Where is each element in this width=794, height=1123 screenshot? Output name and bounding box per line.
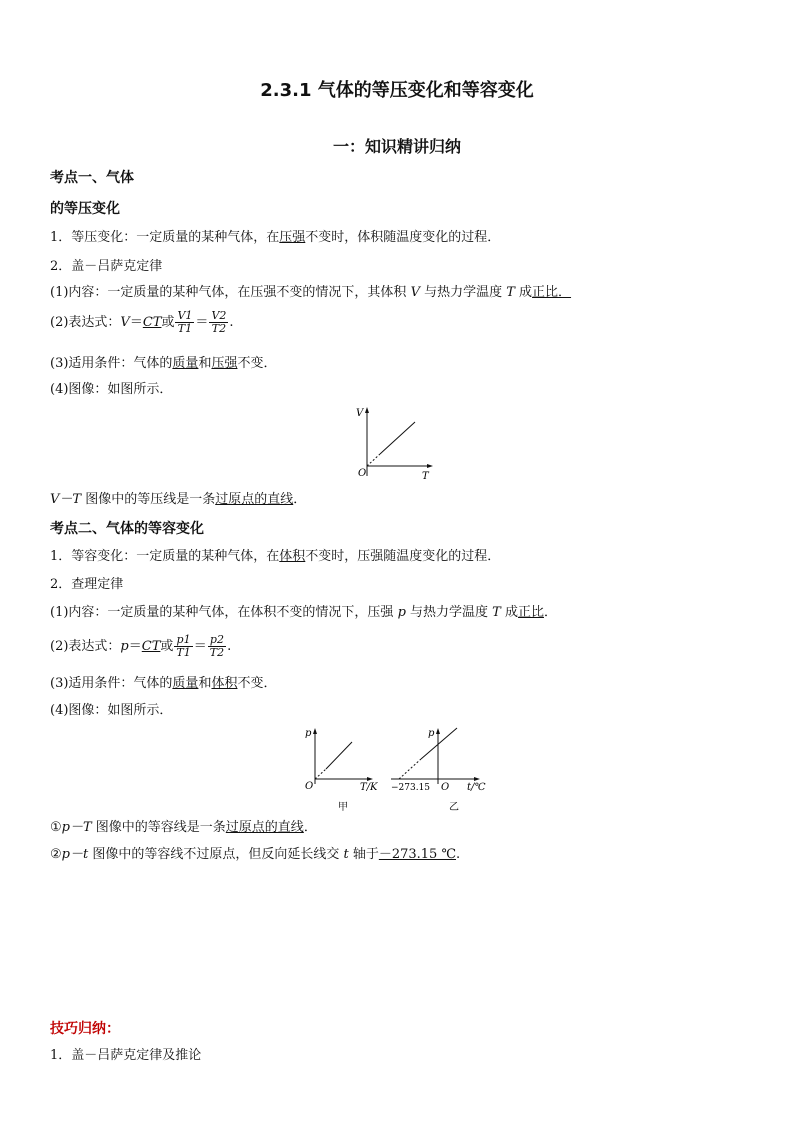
- underlined-answer: 正比: [517, 605, 544, 620]
- origin-label: O: [358, 468, 367, 479]
- symbol-pt-celsius: p－t: [61, 847, 89, 862]
- y-axis-label: V: [356, 408, 364, 419]
- y-axis-arrow: [313, 728, 317, 734]
- underlined-answer: CT: [141, 639, 161, 654]
- dashed-extension: [315, 769, 326, 779]
- kaodian1-heading-line2: 的等压变化: [50, 201, 120, 217]
- text: (2)表达式：: [50, 315, 121, 330]
- text: (1)内容：一定质量的某种气体，在体积不变的情况下，压强: [50, 605, 398, 620]
- equals-sign: ＝: [128, 639, 142, 654]
- isobar-line: [380, 422, 415, 454]
- pt-graph: [300, 724, 385, 816]
- kaodian1-paragraph-1: [50, 229, 500, 247]
- underlined-answer: 过原点的直线: [215, 492, 294, 507]
- text: (1)内容：一定质量的某种气体，在压强不变的情况下，其体积: [50, 285, 411, 300]
- fraction-v1-t1: [175, 310, 194, 335]
- text: 1．等压变化：一定质量的某种气体，在: [50, 230, 280, 245]
- numerator: p1: [174, 634, 192, 647]
- tips-paragraph-1: 1．盖－吕萨克定律及推论: [50, 1048, 202, 1063]
- kaodian2-paragraph-6: (4)图像：如图所示．: [50, 703, 173, 718]
- denominator: T1: [176, 646, 191, 659]
- symbol-pt: p－T: [61, 820, 92, 835]
- text: 和: [198, 356, 212, 371]
- caption-yi: 乙: [449, 802, 459, 813]
- kaodian1-paragraph-3: [50, 284, 571, 302]
- symbol-t: T: [506, 285, 515, 300]
- kaodian1-paragraph-6: (4)图像：如图所示．: [50, 382, 173, 397]
- underlined-answer: 质量: [172, 676, 199, 691]
- text: 不变．: [237, 676, 277, 691]
- kaodian1-formula: [50, 310, 234, 335]
- text: 轴于: [348, 847, 379, 862]
- equals-sign: ＝: [129, 315, 143, 330]
- symbol-p: p: [120, 639, 129, 654]
- kaodian2-paragraph-1: [50, 548, 500, 566]
- underlined-answer: 体积: [279, 549, 306, 564]
- text: ．: [543, 605, 557, 620]
- x-axis-label: t/℃: [467, 782, 486, 793]
- kaodian1-heading-line1: 考点一、气体: [50, 170, 134, 186]
- kaodian2-heading: 考点二、气体的等容变化: [50, 521, 204, 537]
- y-axis-label: p: [428, 728, 435, 739]
- origin-label: O: [305, 781, 314, 792]
- underlined-answer: 质量: [172, 356, 199, 371]
- text: 与热力学温度: [405, 605, 493, 620]
- neg-intercept-label: −273.15: [391, 783, 431, 793]
- text: .: [456, 847, 461, 862]
- symbol-t: t: [343, 847, 349, 862]
- underlined-answer: 正比．: [532, 285, 572, 300]
- tips-heading: 技巧归纳：: [50, 1021, 120, 1037]
- y-axis-label: p: [305, 728, 312, 739]
- text: ②: [50, 847, 62, 862]
- y-axis-arrow: [436, 728, 440, 734]
- underlined-answer: 压强: [279, 230, 306, 245]
- symbol-p: p: [397, 605, 406, 620]
- x-axis-label: T: [422, 471, 429, 482]
- text: 不变．: [237, 356, 277, 371]
- text: 成: [514, 285, 533, 300]
- text: (3)适用条件：气体的: [50, 356, 173, 371]
- text: ．: [293, 492, 307, 507]
- text: 图像中的等容线是一条: [91, 820, 226, 835]
- text: ①: [50, 820, 62, 835]
- text: 与热力学温度: [419, 285, 507, 300]
- kaodian2-paragraph-8: [50, 846, 460, 864]
- pt-celsius-graph: [385, 724, 490, 816]
- x-axis-arrow: [367, 777, 373, 781]
- fraction-p1-t1: [174, 634, 192, 659]
- caption-jia: 甲: [338, 802, 348, 813]
- vt-graph: [350, 404, 440, 484]
- text: (3)适用条件：气体的: [50, 676, 173, 691]
- fraction-v2-t2: [209, 310, 228, 335]
- denominator: T1: [177, 322, 193, 335]
- x-axis-arrow: [474, 777, 480, 781]
- origin-label: O: [441, 782, 450, 793]
- underlined-answer: 过原点的直线: [225, 820, 304, 835]
- dashed-extension: [399, 759, 421, 779]
- text: 或: [161, 315, 175, 330]
- symbol-vt: V－T: [50, 492, 82, 507]
- dashed-extension: [367, 454, 380, 466]
- kaodian2-paragraph-2: 2．查理定律: [50, 577, 124, 592]
- text: .: [227, 639, 232, 654]
- symbol-v: V: [410, 285, 420, 300]
- underlined-answer: CT: [142, 315, 162, 330]
- isochore-line: [326, 742, 352, 769]
- text: (2)表达式：: [50, 639, 121, 654]
- kaodian2-paragraph-5: [50, 675, 276, 693]
- symbol-t: T: [492, 605, 501, 620]
- equals-sign: ＝: [193, 639, 207, 654]
- symbol-v: V: [120, 315, 130, 330]
- numerator: V2: [211, 309, 227, 322]
- kaodian2-formula: [50, 634, 231, 659]
- text: .: [229, 315, 234, 330]
- text: 成: [500, 605, 518, 620]
- text: 或: [160, 639, 174, 654]
- kaodian1-paragraph-7: [50, 491, 306, 509]
- denominator: T2: [209, 646, 225, 659]
- text: 不变时，压强随温度变化的过程．: [305, 549, 501, 564]
- fraction-p2-t2: [208, 634, 226, 659]
- equals-sign: ＝: [195, 315, 209, 330]
- text: 图像中的等压线是一条: [81, 492, 216, 507]
- denominator: T2: [211, 322, 227, 335]
- page-title: 2.3.1 气体的等压变化和等容变化: [260, 80, 534, 101]
- numerator: p2: [208, 634, 226, 647]
- text: 1．等容变化：一定质量的某种气体，在: [50, 549, 280, 564]
- y-axis-arrow: [365, 407, 369, 413]
- underlined-answer: －273.15 ℃: [378, 847, 457, 862]
- numerator: V1: [177, 309, 193, 322]
- x-axis-label: T/K: [360, 782, 378, 793]
- text: ．: [303, 820, 317, 835]
- kaodian2-paragraph-3: [50, 604, 557, 622]
- x-axis-arrow: [427, 464, 433, 468]
- text: 图像中的等容线不过原点，但反向延长线交: [88, 847, 344, 862]
- section-title: 一：知识精讲归纳: [332, 137, 461, 156]
- kaodian2-paragraph-7: [50, 819, 317, 837]
- kaodian1-paragraph-5: [50, 355, 276, 373]
- kaodian1-paragraph-2: 2．盖－吕萨克定律: [50, 259, 163, 274]
- text: 和: [198, 676, 212, 691]
- underlined-answer: 体积: [211, 676, 238, 691]
- text: 不变时，体积随温度变化的过程．: [305, 230, 501, 245]
- underlined-answer: 压强: [211, 356, 238, 371]
